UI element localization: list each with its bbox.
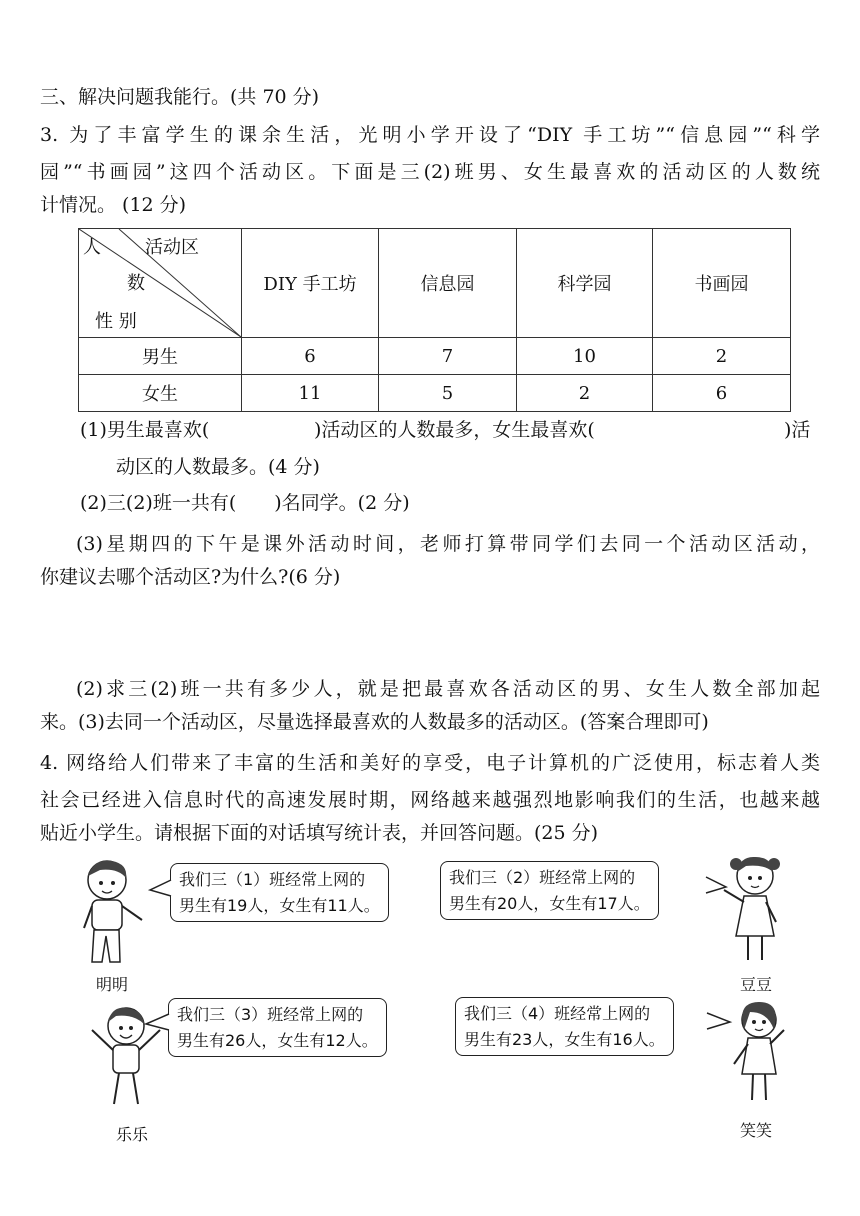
bubble-line: 我们三（4）班经常上网的 [464,1004,651,1023]
q4-text-line2: 社会已经进入信息时代的高速发展时期，网络越来越强烈地影响我们的生活，也越来越 [40,789,820,811]
boy-lele-figure [86,1000,166,1112]
table-header-cell: 科学园 [517,229,653,338]
table-cell: 11 [242,375,379,412]
table-cell: 5 [379,375,517,412]
corner-label-shu: 数 [127,273,145,294]
q3-sub1-part-a: (1)男生最喜欢( [80,419,210,441]
q3-answer-line1: (2)求三(2)班一共有多少人，就是把最喜欢各活动区的男、女生人数全部加起 [76,678,820,700]
bubble-line: 男生有23人，女生有16人。 [464,1029,665,1049]
bubble-line: 我们三（3）班经常上网的 [177,1005,364,1024]
bubble-line: 男生有26人，女生有12人。 [177,1030,378,1050]
q4-text-line3: 贴近小学生。请根据下面的对话填写统计表，并回答问题。(25 分) [40,822,599,844]
name-mingming: 明明 [96,975,129,994]
table-cell: 7 [379,338,517,375]
corner-label-ren: 人 [83,237,101,258]
q3-answer-line2: 来。(3)去同一个活动区，尽量选择最喜欢的人数最多的活动区。(答案合理即可) [40,711,709,733]
bubble-line: 我们三（2）班经常上网的 [449,868,636,887]
table-cell: 6 [653,375,791,412]
row-label: 男生 [79,338,242,375]
corner-label-activity: 活动区 [145,237,199,258]
q3-sub3-line2: 你建议去哪个活动区?为什么?(6 分) [40,566,341,588]
table-header-cell: 信息园 [379,229,517,338]
q3-text-line3: 计情况。 (12 分) [40,194,187,216]
table-cell: 2 [653,338,791,375]
corner-label-gender: 性 别 [95,311,137,332]
bubble-line: 男生有19人，女生有11人。 [179,895,380,915]
q3-sub1-part-b: )活动区的人数最多，女生最喜欢( [314,419,595,441]
row-label: 女生 [79,375,242,412]
bubble-line: 我们三（1）班经常上网的 [179,870,366,889]
q3-text-line2: 园”“书画园”这四个活动区。下面是三(2)班男、女生最喜欢的活动区的人数统 [40,161,820,183]
table-cell: 10 [517,338,653,375]
q3-text-line1: 3. 为了丰富学生的课余生活，光明小学开设了“DIY 手工坊”“信息园”“科学 [40,124,820,146]
table-cell: 2 [517,375,653,412]
girl-doudou-figure [720,850,790,968]
name-lele: 乐乐 [116,1125,149,1144]
girl-xiaoxiao-figure [724,996,794,1108]
q3-sub1-part-c: )活 [784,419,811,441]
table-header-cell: DIY 手工坊 [242,229,379,338]
q4-text-line1: 4. 网络给人们带来了丰富的生活和美好的享受，电子计算机的广泛使用，标志着人类 [40,752,820,774]
section-title: 三、解决问题我能行。(共 70 分) [40,86,320,108]
q3-sub1-line2: 动区的人数最多。(4 分) [116,456,320,478]
table-cell: 6 [242,338,379,375]
name-doudou: 豆豆 [740,975,773,994]
table-header-cell: 书画园 [653,229,791,338]
q3-sub2: (2)三(2)班一共有( )名同学。(2 分) [80,492,410,514]
bubble-line: 男生有20人，女生有17人。 [449,893,650,913]
name-xiaoxiao: 笑笑 [740,1121,773,1140]
boy-mingming-figure [72,856,150,970]
q3-sub3-line1: (3)星期四的下午是课外活动时间，老师打算带同学们去同一个活动区活动， [76,533,820,555]
